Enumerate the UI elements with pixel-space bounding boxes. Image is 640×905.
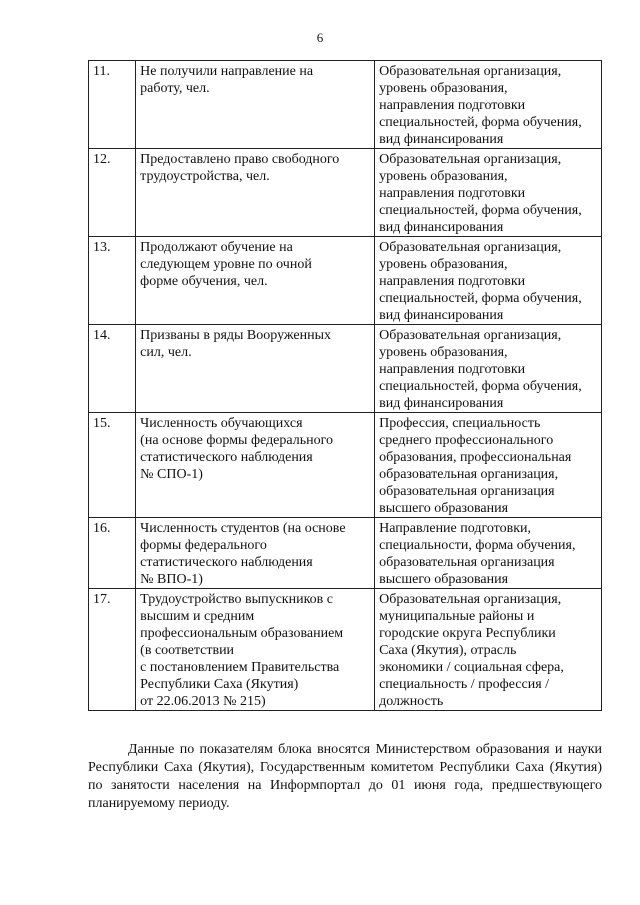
indicator-cell	[136, 325, 375, 413]
detail-cell	[375, 518, 602, 589]
detail-text: Образовательная организация, уровень образования, направления подготовки специальностей, форма обучения, вид финансирования	[379, 64, 582, 147]
table-row	[89, 149, 602, 237]
detail-text: Направление подготовки, специальности, форма обучения, образовательная организация высшего образования	[379, 521, 576, 587]
row-number: 12.	[89, 149, 136, 237]
row-number: 13.	[89, 237, 136, 325]
indicator-cell	[136, 518, 375, 589]
indicator-cell	[136, 149, 375, 237]
row-number: 11.	[89, 61, 136, 149]
indicator-text: Численность студентов (на основе формы федерального статистического наблюдения № ВПО-1)	[140, 521, 346, 587]
table-row	[89, 589, 602, 711]
detail-cell	[375, 325, 602, 413]
row-number: 17.	[89, 589, 136, 711]
indicator-text: Призваны в ряды Вооруженных сил, чел.	[140, 328, 331, 360]
detail-text: Образовательная организация, муниципальные районы и городские округа Республики Саха (Якутия), отрасль экономики / социальная сфера, специальность / профессия / должность	[379, 592, 564, 709]
indicator-text: Продолжают обучение на следующем уровне по очной форме обучения, чел.	[140, 240, 312, 289]
detail-text: Образовательная организация, уровень образования, направления подготовки специальностей, форма обучения, вид финансирования	[379, 152, 582, 235]
indicator-text: Не получили направление на работу, чел.	[140, 64, 314, 96]
detail-cell	[375, 589, 602, 711]
indicator-cell	[136, 589, 375, 711]
row-number: 14.	[89, 325, 136, 413]
row-number: 16.	[89, 518, 136, 589]
detail-text: Профессия, специальность среднего профессионального образования, профессиональная образовательная организация, образовательная организация высшего образования	[379, 416, 572, 516]
indicators-table	[88, 60, 602, 711]
detail-cell	[375, 149, 602, 237]
table-row	[89, 413, 602, 518]
row-number: 15.	[89, 413, 136, 518]
detail-cell	[375, 413, 602, 518]
table-row	[89, 61, 602, 149]
indicator-cell	[136, 237, 375, 325]
indicator-text: Предоставлено право свободного трудоустройства, чел.	[140, 152, 340, 184]
detail-cell	[375, 237, 602, 325]
detail-text: Образовательная организация, уровень образования, направления подготовки специальностей, форма обучения, вид финансирования	[379, 240, 582, 323]
table-row	[89, 325, 602, 413]
page-number: 6	[316, 30, 324, 45]
detail-text: Образовательная организация, уровень образования, направления подготовки специальностей, форма обучения, вид финансирования	[379, 328, 582, 411]
table-row	[89, 237, 602, 325]
indicator-text: Численность обучающихся (на основе формы федерального статистического наблюдения № СПО-1)	[140, 416, 333, 482]
indicator-text: Трудоустройство выпускников с высшим и средним профессиональным образованием (в соответствии с постановлением Правительства Республики Саха (Якутия) от 22.06.2013 № 215)	[140, 592, 344, 709]
footer-paragraph: Данные по показателям блока вносятся Министерством образования и науки Республики Саха (Якутия), Государственным комитетом Республики Саха (Якутия) по занятости населения на Информпортал до 01 июня года, предшествующего планируемому периоду.	[88, 742, 602, 811]
detail-cell	[375, 61, 602, 149]
indicator-cell	[136, 61, 375, 149]
indicator-cell	[136, 413, 375, 518]
table-row	[89, 518, 602, 589]
